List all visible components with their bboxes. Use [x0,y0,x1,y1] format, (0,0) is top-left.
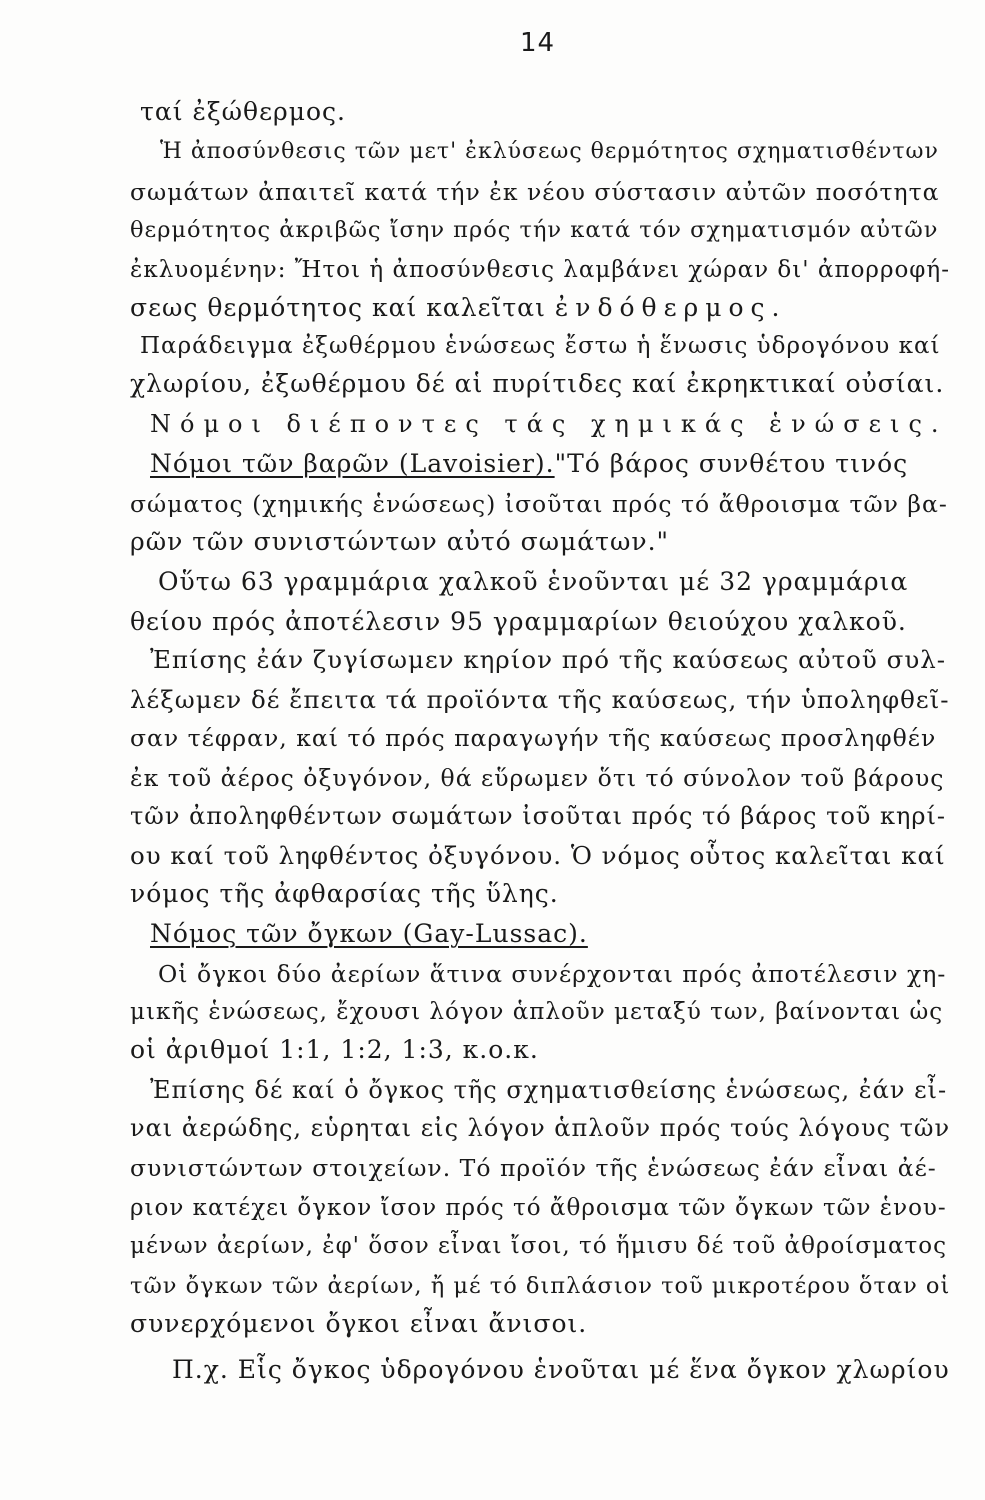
text-line: ἐκλυομένην: Ἤτοι ἡ ἀποσύνθεσις λαμβάνει χώραν δι' ἀπορροφή- [130,257,950,283]
law-title-gay-lussac: Νόμος τῶν ὄγκων (Gay-Lussac). [150,919,588,948]
text-line: θείου πρός ἀποτέλεσιν 95 γραμμαρίων θειούχου χαλκοῦ. [130,607,907,636]
text-line: οἱ ἀριθμοί 1:1, 1:2, 1:3, κ.ο.κ. [130,1035,539,1064]
text-line: Ἐπίσης ἐάν ζυγίσωμεν κηρίον πρό τῆς καύσεως αὐτοῦ συλ- [150,645,947,674]
text-line: τῶν ἀποληφθέντων σωμάτων ἰσοῦται πρός τό βάρος τοῦ κηρί- [130,802,947,830]
text-line: σεως θερμότητος καί καλεῖται ἐνδόθερμος. [130,293,787,322]
text-line: Π.χ. Εἷς ὄγκος ὑδρογόνου ἑνοῦται μέ ἕνα ὄγκον χλωρίου [172,1355,950,1384]
text-line: ναι ἀερώδης, εὑρηται εἰς λόγον ἁπλοῦν πρός τούς λόγους τῶν [130,1114,951,1142]
text-line: νόμος τῆς ἀφθαρσίας τῆς ὕλης. [130,879,559,908]
law-title-lavoisier: Νόμοι τῶν βαρῶν (Lavoisier). [150,449,555,478]
text-line: θερμότητος ἀκριβῶς ἴσην πρός τήν κατά τόν σχηματισμόν αὐτῶν [130,217,939,243]
text-line: μικῆς ἑνώσεως, ἔχουσι λόγον ἁπλοῦν μεταξύ των, βαίνονται ὡς [130,999,944,1025]
text-line: Ἐπίσης δέ καί ὁ ὄγκος τῆς σχηματισθείσης ἑνώσεως, ἐάν εἶ- [150,1076,948,1104]
text-line: Παράδειγμα ἐξωθέρμου ἑνώσεως ἔστω ἡ ἕνωσις ὑδρογόνου καί [140,333,941,359]
text-line: λέξωμεν δέ ἔπειτα τά προϊόντα τῆς καύσεως, τήν ὑποληφθεῖ- [130,685,950,714]
text-line: συνιστώντων στοιχείων. Τό προϊόν τῆς ἑνώσεως ἐάν εἶναι ἀέ- [130,1154,937,1182]
text-line: ταί ἐξώθερμος. [140,97,346,126]
section-heading: Νόμοι διέποντες τάς χημικάς ἑνώσεις. [150,410,948,438]
text-line: Οὕτω 63 γραμμάρια χαλκοῦ ἑνοῦνται μέ 32 γραμμάρια [158,567,909,596]
page-number: 14 [520,28,556,58]
text-line [150,918,588,950]
text-line: τῶν ὄγκων τῶν ἀερίων, ἤ μέ τό διπλάσιον τοῦ μικροτέρου ὅταν οἱ [130,1273,951,1299]
text-line: ἐκ τοῦ ἀέρος ὀξυγόνον, θά εὕρωμεν ὅτι τό σύνολον τοῦ βάρους [130,764,945,792]
text-line: χλωρίου, ἐξωθέρμου δέ αἱ πυρίτιδες καί ἐκρηκτικαί οὐσίαι. [130,369,945,398]
term-endothermic: ἐνδόθερμος. [554,293,787,322]
text-line: σώματος (χημικής ἑνώσεως) ἰσοῦται πρός τό ἄθροισμα τῶν βα- [130,490,948,518]
text-line: σαν τέφραν, καί τό πρός παραγωγήν τῆς καύσεως προσληφθέν [130,724,937,752]
text-line: ριον κατέχει ὄγκον ἴσον πρός τό ἄθροισμα τῶν ὄγκων τῶν ἑνου- [130,1195,947,1221]
text-line: συνερχόμενοι ὄγκοι εἶναι ἄνισοι. [130,1309,588,1338]
text-line: ρῶν τῶν συνιστώντων αὐτό σωμάτων." [130,527,670,556]
text-line: σωμάτων ἀπαιτεῖ κατά τήν ἐκ νέου σύστασιν αὐτῶν ποσότητα [130,178,940,206]
text-line: μένων ἀερίων, ἐφ' ὅσον εἶναι ἴσοι, τό ἥμισυ δέ τοῦ ἀθροίσματος [130,1233,947,1259]
text-line: Ἡ ἀποσύνθεσις τῶν μετ' ἐκλύσεως θερμότητος σχηματισθέντων [160,139,939,164]
text-line: ου καί τοῦ ληφθέντος ὀξυγόνου. Ὁ νόμος οὗτος καλεῖται καί [130,841,946,870]
text-line: Νόμοι τῶν βαρῶν (Lavoisier)."Τό βάρος συνθέτου τινός [150,449,909,478]
text-line: Οἱ ὄγκοι δύο ἀερίων ἅτινα συνέρχονται πρός ἀποτέλεσιν χη- [158,960,947,988]
